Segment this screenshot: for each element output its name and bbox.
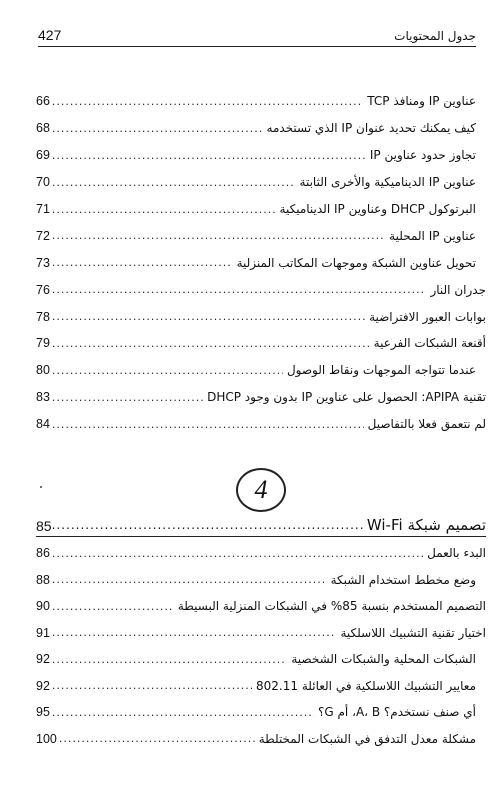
- toc-entry-page: 68: [36, 121, 50, 136]
- page-header: [38, 22, 476, 47]
- toc-entry-title: لم نتعمق فعلا بالتفاصيل: [367, 417, 486, 432]
- toc-entry-title: الشبكات المحلية والشبكات الشخصية: [291, 652, 476, 667]
- leader-dots: [52, 283, 427, 296]
- toc-entry-title: عناوين IP ومنافذ TCP: [367, 94, 476, 109]
- toc-entry-page: 70: [36, 175, 50, 190]
- toc-entry[interactable]: [36, 646, 486, 673]
- toc-entry-page: 95: [36, 705, 50, 720]
- toc-entry-title: البدء بالعمل: [427, 546, 486, 561]
- toc-entry-page: 92: [36, 678, 50, 693]
- leader-dots: [52, 679, 252, 692]
- running-title: جدول المحتويات: [394, 29, 476, 43]
- toc-section-a: [36, 88, 486, 438]
- toc-entry-page: 83: [36, 390, 50, 405]
- toc-section-b: [36, 540, 486, 752]
- toc-entry[interactable]: [36, 142, 486, 169]
- toc-entry-page: 76: [36, 282, 50, 297]
- toc-entry-page: 86: [36, 546, 50, 561]
- toc-entry-title: التصميم المستخدم بنسبة 85% في الشبكات المنزلية البسيطة: [177, 599, 486, 614]
- toc-entry-page: 80: [36, 363, 50, 378]
- scan-speck: [40, 486, 42, 488]
- toc-entry-title: أقنعة الشبكات الفرعية: [373, 336, 486, 351]
- leader-dots: [52, 391, 203, 404]
- chapter-number: 4: [254, 475, 268, 504]
- toc-entry-page: 79: [36, 336, 50, 351]
- toc-entry-page: 84: [36, 417, 50, 432]
- leader-dots: [52, 418, 364, 431]
- leader-dots: [52, 573, 327, 586]
- toc-entry-page: 78: [36, 309, 50, 324]
- leader-dots: [52, 229, 385, 242]
- toc-entry[interactable]: [36, 88, 486, 115]
- leader-dots: [52, 653, 287, 666]
- toc-entry-page: 71: [36, 202, 50, 216]
- toc-entry-title: تقنية APIPA: الحصول على عناوين IP بدون وجود DHCP: [207, 390, 486, 405]
- chapter-heading[interactable]: [36, 508, 486, 537]
- toc-entry-title: مشكلة معدل التدفق في الشبكات المختلطة: [258, 731, 476, 746]
- chapter-number-badge: [236, 468, 286, 512]
- leader-dots: [52, 364, 283, 377]
- toc-entry[interactable]: [36, 330, 486, 357]
- toc-entry-title: معايير التشبيك اللاسلكية في العائلة 802.11: [256, 678, 476, 693]
- toc-entry-title: أي صنف نستخدم؟ A، B، أم G؟: [317, 705, 476, 720]
- toc-entry[interactable]: [36, 357, 486, 384]
- leader-dots: [52, 518, 363, 536]
- toc-entry[interactable]: [36, 540, 486, 567]
- toc-entry[interactable]: [36, 673, 486, 700]
- toc-entry-title: جدران النار: [430, 282, 486, 297]
- toc-entry-title: تحويل عناوين الشبكة وموجهات المكاتب المنزلية: [236, 255, 476, 270]
- leader-dots: [52, 176, 296, 189]
- toc-entry[interactable]: [36, 276, 486, 303]
- chapter-page: 85: [36, 518, 52, 534]
- leader-dots: [52, 337, 370, 350]
- toc-entry-page: 88: [36, 572, 50, 587]
- toc-entry-title: تجاوز حدود عناوين IP: [369, 148, 476, 163]
- chapter-title: تصميم شبكة Wi-Fi: [366, 516, 486, 534]
- toc-entry-page: 90: [36, 599, 50, 614]
- toc-entry-page: 91: [36, 625, 50, 640]
- toc-entry-title: كيف يمكنك تحديد عنوان IP الذي تستخدمه: [266, 121, 476, 136]
- leader-dots: [52, 626, 337, 639]
- toc-entry[interactable]: [36, 567, 486, 594]
- leader-dots: [52, 203, 276, 216]
- leader-dots: [52, 547, 423, 560]
- toc-entry[interactable]: [36, 196, 486, 223]
- leader-dots: [52, 706, 314, 719]
- toc-entry-title: وضع مخطط استخدام الشبكة: [330, 572, 476, 587]
- toc-entry-page: 72: [36, 228, 50, 243]
- leader-dots: [52, 149, 366, 162]
- toc-entry[interactable]: [36, 115, 486, 142]
- leader-dots: [52, 600, 174, 613]
- toc-entry-page: 100: [36, 731, 57, 746]
- toc-entry[interactable]: [36, 593, 486, 620]
- page-number: 427: [38, 27, 62, 43]
- toc-entry[interactable]: [36, 249, 486, 276]
- toc-entry-page: 73: [36, 255, 50, 270]
- leader-dots: [52, 122, 263, 135]
- toc-entry-title: بوابات العبور الافتراضية: [369, 309, 486, 324]
- toc-entry[interactable]: [36, 620, 486, 647]
- leader-dots: [59, 732, 255, 745]
- toc-entry[interactable]: [36, 303, 486, 330]
- toc-entry-title: اختيار تقنية التشبيك اللاسلكية: [340, 625, 486, 640]
- toc-entry[interactable]: [36, 384, 486, 411]
- toc-entry-page: 92: [36, 652, 50, 667]
- toc-entry[interactable]: [36, 169, 486, 196]
- toc-entry-page: 66: [36, 94, 50, 109]
- toc-entry[interactable]: [36, 222, 486, 249]
- leader-dots: [52, 95, 363, 108]
- toc-entry-page: 69: [36, 148, 50, 163]
- toc-entry-title: البرتوكول DHCP وعناوين IP الديناميكية: [279, 202, 476, 216]
- toc-entry[interactable]: [36, 699, 486, 726]
- toc-entry-title: عندما تتواجه الموجهات ونقاط الوصول: [286, 363, 476, 378]
- leader-dots: [52, 256, 233, 269]
- toc-entry[interactable]: [36, 411, 486, 438]
- toc-entry[interactable]: [36, 726, 486, 753]
- leader-dots: [52, 310, 365, 323]
- toc-entry-title: عناوين IP المحلية: [389, 228, 476, 243]
- toc-entry-title: عناوين IP الديناميكية والأخرى الثابتة: [299, 175, 476, 190]
